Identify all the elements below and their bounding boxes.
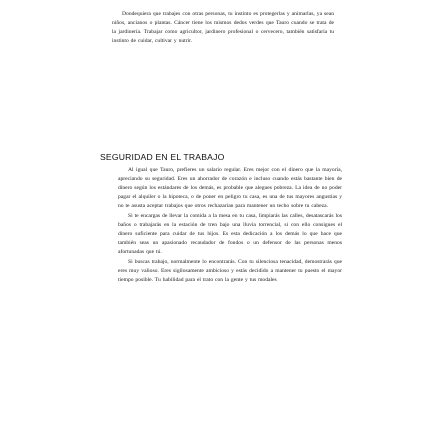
section-body	[100, 166, 342, 285]
intro-block	[112, 10, 334, 46]
section-paragraph-1: Al igual que Tauro, prefieres un salario regular. Eres mejor con el dinero que la mayoría, apreciando su seguridad. Eres un ahorrador de corazón e incluso cuando estás bastante bien de dinero según los estándares de los demás, es probable que alegues pobreza. La idea de no poder pagar el alquiler o la hipoteca, o de poner en peligro tu casa, es una de tus mayores angustias y no te asusta aceptar trabajos que otros rechazarían para mantener un techo sobre tu cabeza.	[118, 167, 342, 209]
section-paragraph-2: Si te encargas de llevar la comida a la mesa en tu casa, limpiarás las calles, desatascarás los baños o trabajarás en la estación de tren bajo una lluvia torrencial, si con ello consigues el dinero suficiente para cuidar de tus hijos. Es esta dedicación a los demás lo que hace que también seas un apasionado recaudador de fondos o un defensor de las personas menos afortunadas que tú.	[118, 213, 342, 255]
intro-paragraph: Dondequiera que trabajes con otras personas, tu instinto es protegerlas y animarlas, ya sean niños, ancianos o plantas. Cáncer tiene los mismos dedos verdes que Tauro cuando se trata de la jardinería. Trabajar como agricultor, jardinero profesional o cervecero, también satisfaría tu instinto de cuidar, cultivar y nutrir.	[112, 11, 334, 44]
section-paragraph-3: Si buscas trabajo, normalmente lo encontrarás. Con tu silenciosa tenacidad, demostrarás que eres muy valioso. Eres sigilosamente ambicioso y estás decidido a mantener tu puesto el mayor tiempo posible. Tu habilidad para el trato con la gente y tus modales	[118, 259, 342, 283]
section-job-security	[100, 152, 342, 285]
section-heading: SEGURIDAD EN EL TRABAJO	[100, 152, 225, 162]
